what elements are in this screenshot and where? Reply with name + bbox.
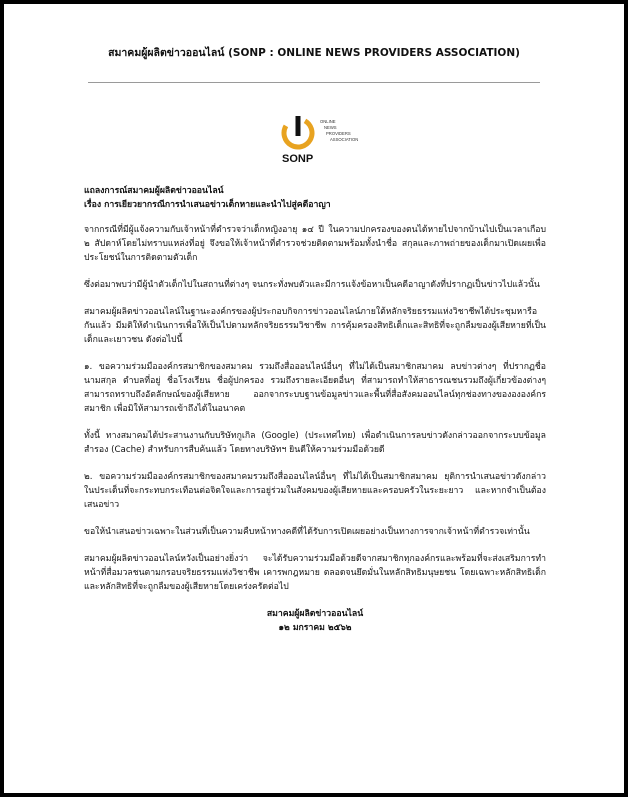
header-divider xyxy=(88,82,540,83)
document-page xyxy=(4,4,624,793)
sonp-logo xyxy=(280,112,370,174)
statement-body xyxy=(84,184,546,635)
logo-line-4: ASSOCIATION xyxy=(330,137,359,142)
paragraph: ทั้งนี้ ทางสมาคมได้ประสานงานกับบริษัทกูเกิล (Google) (ประเทศไทย) เพื่อดำเนินการลบข่าวดังกล่าวออกจากระบบข้อมูลสำรอง (Cache) สำหรับการสืบค้นแล้ว โดยทางบริษัทฯ ยินดีให้ความร่วมมือด้วยดี xyxy=(84,431,546,455)
signature-block xyxy=(84,607,546,635)
statement-title-block xyxy=(84,184,546,212)
logo-line-2: NEWS xyxy=(324,125,337,130)
logo-bar xyxy=(296,116,301,136)
paragraph: ซึ่งต่อมาพบว่ามีผู้นำตัวเด็กไปในสถานที่ต่างๆ จนกระทั่งพบตัวและมีการแจ้งข้อหาเป็นคดีอาญาดังที่ปรากฏเป็นข่าวไปแล้วนั้น xyxy=(84,280,540,290)
paragraph: ขอให้นำเสนอข่าวเฉพาะในส่วนที่เป็นความคืบหน้าทางคดีที่ได้รับการเปิดเผยอย่างเป็นทางการจากเจ้าหน้าที่ตำรวจเท่านั้น xyxy=(84,527,530,537)
document-header: สมาคมผู้ผลิตข่าวออนไลน์ (SONP : ONLINE NEWS PROVIDERS ASSOCIATION) xyxy=(108,47,520,59)
sonp-logo-icon xyxy=(280,112,370,174)
paragraph: ๒. ขอความร่วมมือองค์กรสมาชิกของสมาคมรวมถึงสื่อออนไลน์อื่นๆ ที่ไม่ได้เป็นสมาชิกสมาคม ยุติการนำเสนอข่าวดังกล่าว ในประเด็นที่จะกระทบกระเทือนต่อจิตใจและการอยู่ร่วมในสังคมของผู้เสียหายและครอบครัวในระยะยาว และหากจำเป็นต้องเสนอข่าว xyxy=(84,472,546,510)
paragraph: สมาคมผู้ผลิตข่าวออนไลน์ในฐานะองค์กรของผู้ประกอบกิจการข่าวออนไลน์ภายใต้หลักจริยธรรมแห่งวิชาชีพได้ประชุมหารือกันแล้ว มีมติให้ดำเนินการเพื่อให้เป็นไปตามหลักจริยธรรมวิชาชีพ การคุ้มครองสิทธิเด็กและสิทธิที่จะถูกลืมของผู้เสียหายที่เป็นเด็กและเยาวชน ดังต่อไปนี้ xyxy=(84,307,546,345)
signature-date: ๑๒ มกราคม ๒๕๖๒ xyxy=(278,623,352,633)
paragraph: ๑. ขอความร่วมมือองค์กรสมาชิกของสมาคม รวมถึงสื่อออนไลน์อื่นๆ ที่ไม่ได้เป็นสมาชิกสมาคม ลบข่าวต่างๆ ที่ปรากฏชื่อ นามสกุล ตำบลที่อยู่ ชื่อโรงเรียน ชื่อผู้ปกครอง รวมถึงรายละเอียดอื่นๆ ที่สามารถทำให้สาธารณชนรวมถึงผู้เกี่ยวข้องต่างๆ สามารถทราบถึงอัตลักษณ์ของผู้เสียหาย ออกจากระบบฐานข้อมูลข่าวและพื้นที่สื่อสังคมออนไลน์ทุกช่องทางของององค์กรสมาชิก เพื่อมิให้สามารถเข้าถึงได้ในอนาคต xyxy=(84,362,546,414)
paragraph: สมาคมผู้ผลิตข่าวออนไลน์หวังเป็นอย่างยิ่งว่า จะได้รับความร่วมมือด้วยดีจากสมาชิกทุกองค์กรและพร้อมที่จะส่งเสริมการทำหน้าที่สื่อมวลชนตามกรอบจริยธรรมแห่งวิชาชีพ เคารพกฎหมาย ตลอดจนยึดมั่นในหลักสิทธิมนุษยชน โดยเฉพาะหลักสิทธิเด็กและหลักสิทธิที่จะถูกลืมของผู้เสียหายโดยเคร่งครัดต่อไป xyxy=(84,554,546,592)
statement-heading: แถลงการณ์สมาคมผู้ผลิตข่าวออนไลน์ xyxy=(84,186,224,196)
logo-line-3: PROVIDERS xyxy=(326,131,351,136)
signature-org: สมาคมผู้ผลิตข่าวออนไลน์ xyxy=(266,609,364,619)
logo-line-1: ONLINE xyxy=(320,119,336,124)
statement-subject: เรื่อง การเยียวยากรณีการนำเสนอข่าวเด็กหายและนำไปสู่คดีอาญา xyxy=(84,200,331,210)
paragraph: จากกรณีที่มีผู้แจ้งความกับเจ้าหน้าที่ตำรวจว่าเด็กหญิงอายุ ๑๔ ปี ในความปกครองของตนได้หายไปจากบ้านไปเป็นเวลาเกือบ ๒ สัปดาห์โดยไม่ทราบแหล่งที่อยู่ จึงขอให้เจ้าหน้าที่ตำรวจช่วยติดตามพร้อมทั้งนำชื่อ สกุลและภาพถ่ายของเด็กมาเปิดเผยเพื่อประโยชน์ในการติดตามตัวเด็ก xyxy=(84,225,546,263)
logo-mark: SONP xyxy=(282,153,314,165)
